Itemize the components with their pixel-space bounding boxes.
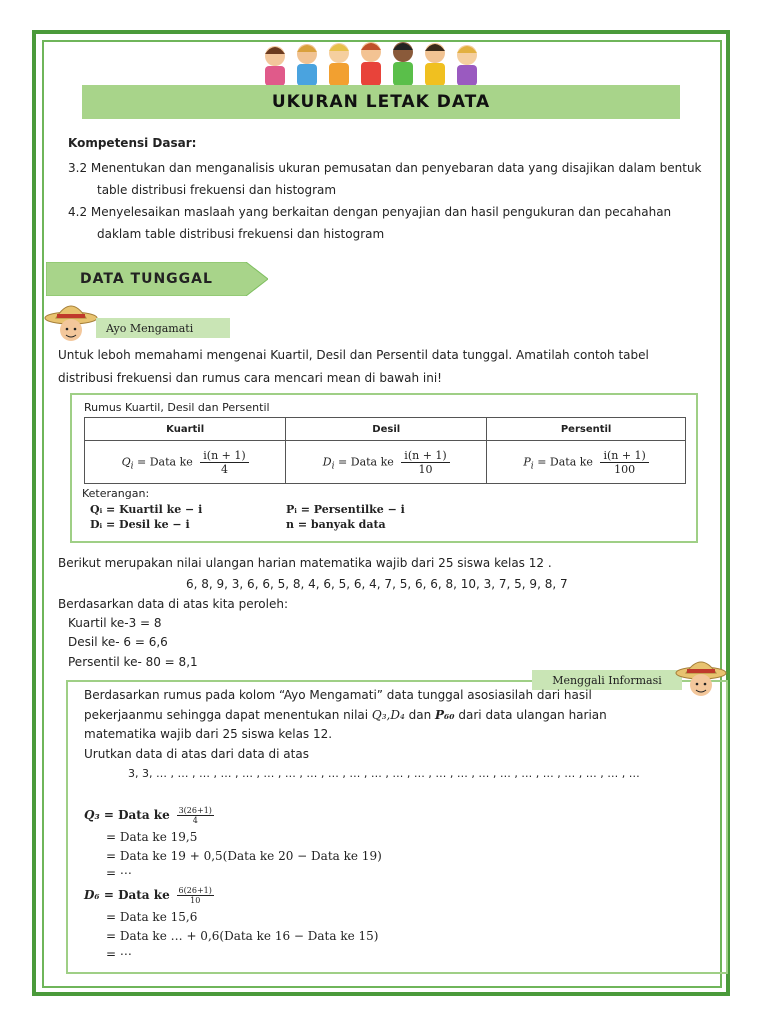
fraction-numerator: i(n + 1)	[401, 449, 449, 463]
section-title: DATA TUNGGAL	[80, 271, 213, 287]
example-data: 6, 8, 9, 3, 6, 6, 5, 8, 4, 6, 5, 6, 4, 7, 5, 6, 6, 8, 10, 3, 7, 5, 9, 8, 7	[186, 577, 568, 591]
kompetensi-item	[68, 157, 728, 201]
task-line: Urutkan data di atas dari data di atas	[84, 747, 309, 761]
formula-text: = Data ke	[99, 808, 170, 822]
formula-text: = Data ke	[99, 888, 170, 902]
sorted-data: 3, 3, … , … , … , … , … , … , … , … , … , … , … , … , … , … , … , … , … , … , … , … , … , … , …	[128, 767, 640, 780]
keterangan-item: n = banyak data	[286, 518, 386, 531]
formula-subscript: i	[130, 460, 134, 472]
task-line: matematika wajib dari 25 siswa kelas 12.	[84, 727, 333, 741]
d6-formula	[84, 886, 214, 905]
q3-step: = ⋯	[106, 866, 132, 880]
intro-text	[58, 344, 718, 390]
keterangan-item: Qᵢ = Kuartil ke − i	[90, 503, 203, 516]
section-banner	[46, 262, 268, 296]
task-text: pekerjaanmu sehingga dapat menentukan nilai	[84, 708, 372, 722]
formula-fraction	[401, 449, 449, 476]
example-intro: Berikut merupakan nilai ulangan harian matematika wajib dari 25 siswa kelas 12 .	[58, 556, 552, 570]
formula-text: = Data ke	[133, 455, 193, 468]
formula-text: = Data ke	[533, 455, 593, 468]
kompetensi-item	[68, 201, 728, 245]
keterangan-item: Dᵢ = Desil ke − i	[90, 518, 190, 531]
table-header: Persentil	[487, 418, 686, 441]
page-title: UKURAN LETAK DATA	[82, 85, 680, 119]
kompetensi-heading: Kompetensi Dasar:	[68, 136, 197, 150]
formula-cell	[85, 441, 286, 484]
q3-step: = Data ke 19 + 0,5(Data ke 20 − Data ke 19)	[106, 849, 382, 863]
ayo-mengamati-label: Ayo Mengamati	[96, 318, 230, 338]
formula-symbol: D	[322, 455, 332, 468]
task-variable: P₆₀	[435, 708, 455, 722]
task-variable: Q₃,D₄	[371, 708, 405, 722]
intro-line: Untuk leboh memahami mengenai Kuartil, Desil dan Persentil data tunggal. Amatilah contoh tabel	[58, 348, 649, 362]
keterangan-label: Keterangan:	[82, 487, 150, 500]
example-result: Persentil ke- 80 = 8,1	[68, 655, 198, 669]
example-result-intro: Berdasarkan data di atas kita peroleh:	[58, 597, 288, 611]
task-line: Berdasarkan rumus pada kolom “Ayo Mengamati” data tunggal asosiasilah dari hasil	[84, 688, 592, 702]
fraction-denominator: 100	[614, 462, 636, 476]
kompetensi-item-line: table distribusi frekuensi dan histogram	[97, 183, 337, 197]
formula-symbol: Q₃	[84, 808, 100, 822]
example-result: Desil ke- 6 = 6,6	[68, 635, 168, 649]
q3-formula	[84, 806, 214, 825]
straw-hat-character-icon	[674, 655, 728, 701]
kompetensi-item-line: 4.2 Menyelesaikan maslaah yang berkaitan dengan penyajian dan hasil pengukuran dan pecahahan	[68, 205, 672, 219]
formula-cell	[487, 441, 686, 484]
formula-symbol: Q	[121, 455, 131, 468]
formula-subscript: i	[331, 460, 335, 472]
table-header: Desil	[286, 418, 487, 441]
menggali-informasi-label: Menggali Informasi	[532, 670, 682, 690]
fraction-denominator: 4	[220, 462, 228, 476]
intro-line: distribusi frekuensi dan rumus cara mencari mean di bawah ini!	[58, 371, 442, 385]
d6-step: = Data ke … + 0,6(Data ke 16 − Data ke 15)	[106, 929, 379, 943]
rumus-title: Rumus Kuartil, Desil dan Persentil	[84, 401, 270, 414]
formula-subscript: i	[530, 460, 534, 472]
rumus-table	[84, 417, 686, 484]
kompetensi-item-line: 3.2 Menentukan dan menganalisis ukuran pemusatan dan penyebaran data yang disajikan dalam bentuk	[68, 161, 702, 175]
formula-symbol: D₆	[84, 888, 100, 902]
task-text: dari data ulangan harian	[454, 708, 607, 722]
formula-fraction	[200, 449, 248, 476]
d6-step: = ⋯	[106, 947, 132, 961]
q3-step: = Data ke 19,5	[106, 830, 198, 844]
kompetensi-item-line: daklam table distribusi frekuensi dan histogram	[97, 227, 385, 241]
table-header: Kuartil	[85, 418, 286, 441]
formula-fraction	[177, 806, 214, 825]
fraction-numerator: i(n + 1)	[600, 449, 648, 463]
fraction-numerator: 3(26+1)	[178, 806, 212, 815]
keterangan-item: Pᵢ = Persentilke − i	[286, 503, 405, 516]
fraction-denominator: 10	[418, 462, 433, 476]
formula-cell	[286, 441, 487, 484]
formula-fraction	[600, 449, 648, 476]
fraction-denominator: 10	[190, 896, 201, 905]
task-line	[84, 708, 607, 722]
fraction-denominator: 4	[192, 816, 198, 825]
straw-hat-character-icon	[44, 298, 98, 346]
rumus-box	[70, 393, 698, 543]
formula-text: = Data ke	[334, 455, 394, 468]
d6-step: = Data ke 15,6	[106, 910, 198, 924]
children-illustration	[255, 38, 505, 88]
fraction-numerator: 6(26+1)	[178, 886, 212, 895]
formula-fraction	[177, 886, 214, 905]
formula-symbol: P	[523, 455, 531, 468]
example-result: Kuartil ke-3 = 8	[68, 616, 162, 630]
task-text: dan	[404, 708, 436, 722]
fraction-numerator: i(n + 1)	[200, 449, 248, 463]
